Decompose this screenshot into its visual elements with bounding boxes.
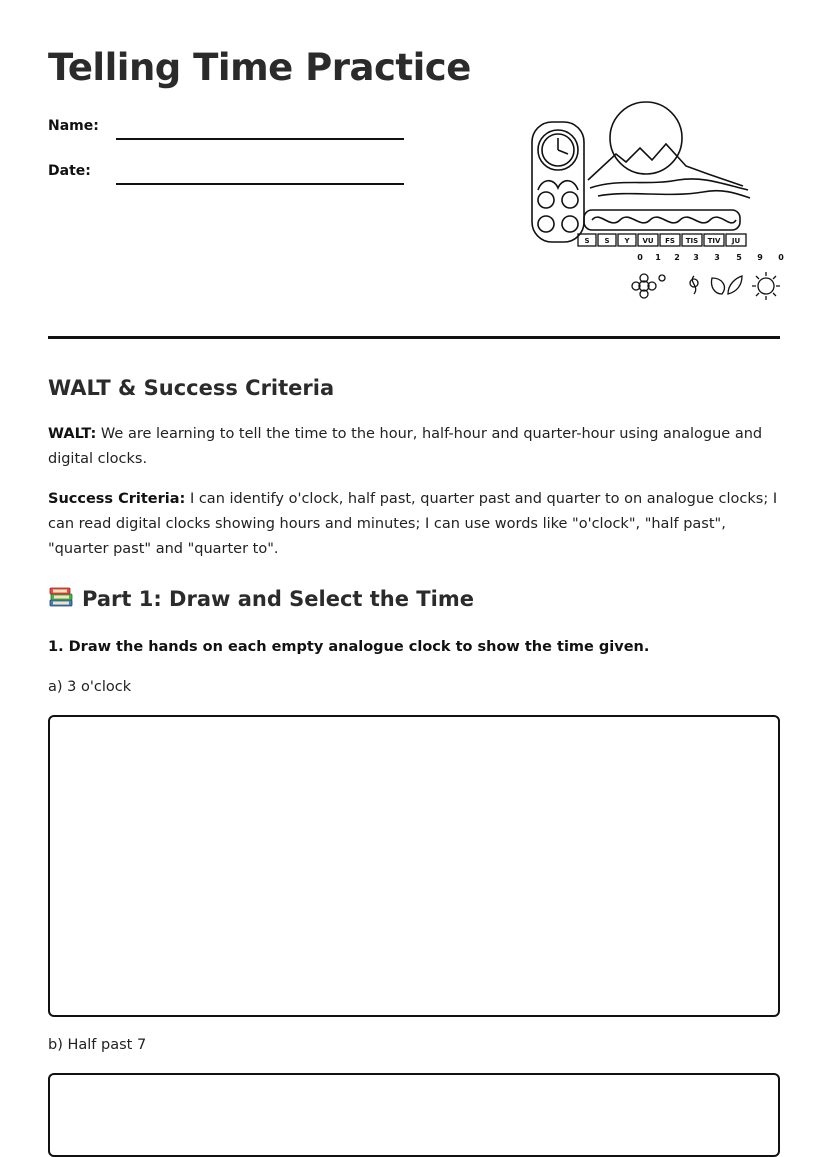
success-criteria-text: I can identify o'clock, half past, quarter past and quarter to on analogue clocks; I can read digital clocks showing hours and minutes; I can use words like "o'clock", "half past", "quarter past" and "quarter to". [48, 491, 778, 557]
illustration-box-label: S [584, 237, 590, 245]
name-label: Name: [48, 118, 99, 134]
clock-drawing-area-a[interactable] [48, 715, 780, 1017]
illustration-boxes [578, 234, 746, 246]
item-a-label: a) 3 o'clock [48, 679, 132, 695]
walt-heading: WALT & Success Criteria [48, 376, 335, 400]
success-criteria-label: Success Criteria: [48, 491, 186, 507]
illustration-number: 1 [655, 253, 661, 262]
walt-paragraph [48, 422, 778, 472]
clock-drawing-area-b[interactable] [48, 1073, 780, 1157]
illustration-number: 3 [693, 253, 699, 262]
item-b-label: b) Half past 7 [48, 1037, 147, 1053]
walt-text: We are learning to tell the time to the hour, half-hour and quarter-hour using analogue and digital clocks. [48, 426, 763, 467]
date-field[interactable] [48, 163, 408, 193]
illustration-number: 0 [778, 253, 784, 262]
date-label: Date: [48, 163, 91, 179]
books-icon [48, 585, 74, 609]
date-line[interactable] [116, 183, 404, 185]
page-title: Telling Time Practice [48, 46, 471, 89]
illustration-box-label: Y [624, 237, 630, 245]
illustration-box-label: S [604, 237, 610, 245]
illustration-box-label: VU [642, 237, 654, 245]
name-line[interactable] [116, 138, 404, 140]
illustration-box-label: TIS [685, 237, 699, 245]
illustration-number: 9 [757, 253, 763, 262]
name-field[interactable] [48, 118, 408, 148]
illustration-number: 2 [674, 253, 680, 262]
clock-landscape-icon [528, 100, 784, 306]
illustration-number: 0 [637, 253, 643, 262]
illustration-number: 5 [736, 253, 742, 262]
illustration-box-label: TIV [707, 237, 721, 245]
walt-label: WALT: [48, 426, 97, 442]
header-divider [48, 336, 780, 339]
question-1: 1. Draw the hands on each empty analogue clock to show the time given. [48, 639, 650, 655]
illustration-number: 3 [714, 253, 720, 262]
illustration-box-label: FS [665, 237, 675, 245]
part1-heading [48, 585, 474, 611]
part1-heading-text: Part 1: Draw and Select the Time [82, 587, 474, 611]
illustration-box-label: JU [731, 237, 741, 245]
success-criteria-paragraph [48, 487, 778, 562]
